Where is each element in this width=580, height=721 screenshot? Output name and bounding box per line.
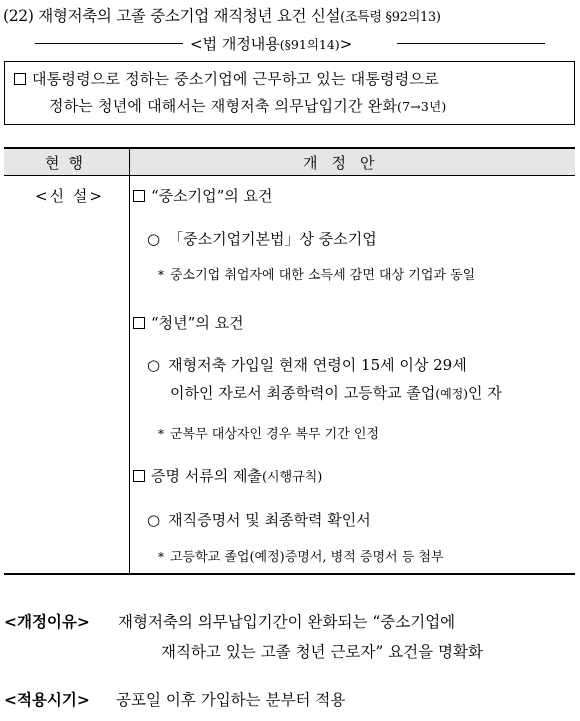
circle-bullet-icon: ○ xyxy=(147,356,161,374)
table-row xyxy=(158,546,444,565)
law-line-1 xyxy=(14,68,439,89)
row-text: 「중소기업기본법」상 중소기업 xyxy=(168,230,377,248)
table-row xyxy=(147,509,371,530)
reason-label: <개정이유> xyxy=(4,613,90,631)
reason-line-2: 재직하고 있는 고졸 청년 근로자” 요건을 명확화 xyxy=(161,643,483,661)
checkbox-square-icon xyxy=(133,470,145,482)
row-text: “중소기업”의 요건 xyxy=(151,187,273,205)
checkbox-square-icon xyxy=(133,317,145,329)
asterisk-icon: * xyxy=(158,268,164,282)
apply-label: <적용시기> xyxy=(4,691,90,709)
law-line-2-ref: (7→3년) xyxy=(397,99,447,114)
checkbox-square-icon xyxy=(133,190,145,202)
row-text-small: (시행규칙) xyxy=(261,470,323,485)
row-text: 중소기업 취업자에 대한 소득세 감면 대상 기업과 동일 xyxy=(170,268,476,283)
checkbox-square-icon xyxy=(14,73,26,85)
asterisk-icon: * xyxy=(158,550,164,564)
table-row xyxy=(147,354,467,375)
row-text-suffix: 인 자 xyxy=(467,384,502,402)
asterisk-icon: * xyxy=(158,427,164,441)
section-title-text: (22) 재형저축의 고졸 중소기업 재직청년 요건 신설 xyxy=(3,7,341,25)
circle-bullet-icon: ○ xyxy=(147,230,161,248)
section-title-ref: (조특령 §92의13) xyxy=(340,10,441,25)
row-text: 고등학교 졸업(예정)증명서, 병적 증명서 등 첨부 xyxy=(170,550,444,565)
column-header-current: 현행 xyxy=(45,154,92,172)
law-line-2 xyxy=(49,95,446,116)
table-row xyxy=(133,185,273,206)
row-text: “청년”의 요건 xyxy=(151,314,244,332)
table-row xyxy=(133,465,322,486)
table-row xyxy=(147,228,377,249)
row-text: 군복무 대상자인 경우 복무 기간 인정 xyxy=(170,427,380,442)
table-row xyxy=(158,423,379,442)
law-heading xyxy=(190,33,352,54)
table-column-divider xyxy=(129,149,130,573)
row-text-small: (예정) xyxy=(435,387,468,401)
law-line-1-text: 대통령령으로 정하는 중소기업에 근무하고 있는 대통령령으로 xyxy=(32,70,439,88)
circle-bullet-icon: ○ xyxy=(147,511,161,529)
law-heading-text: <법 개정내용 xyxy=(190,35,280,53)
law-line-2-text: 정하는 청년에 대해서는 재형저축 의무납입기간 완화 xyxy=(49,97,398,115)
current-value: <신 설> xyxy=(35,187,104,205)
row-text: 재직증명서 및 최종학력 확인서 xyxy=(168,511,371,529)
table-row xyxy=(133,312,244,333)
apply-text: 공포일 이후 가입하는 분부터 적용 xyxy=(116,691,346,709)
table-row xyxy=(170,382,502,403)
reason-line-1: 재형저축의 의무납입기간이 완화되는 “중소기업에 xyxy=(118,613,456,631)
law-heading-close: > xyxy=(339,35,353,53)
law-heading-ref: (§91의14) xyxy=(279,37,340,52)
table-row xyxy=(158,264,475,283)
row-text: 재형저축 가입일 현재 연령이 15세 이상 29세 xyxy=(168,356,467,374)
row-text: 이하인 자로서 최종학력이 고등학교 졸업 xyxy=(170,384,436,402)
divider-left xyxy=(35,43,183,44)
row-text: 증명 서류의 제출 xyxy=(151,467,262,485)
column-header-revised: 개정안 xyxy=(303,154,389,172)
divider-right xyxy=(397,43,545,44)
section-title xyxy=(3,4,441,26)
